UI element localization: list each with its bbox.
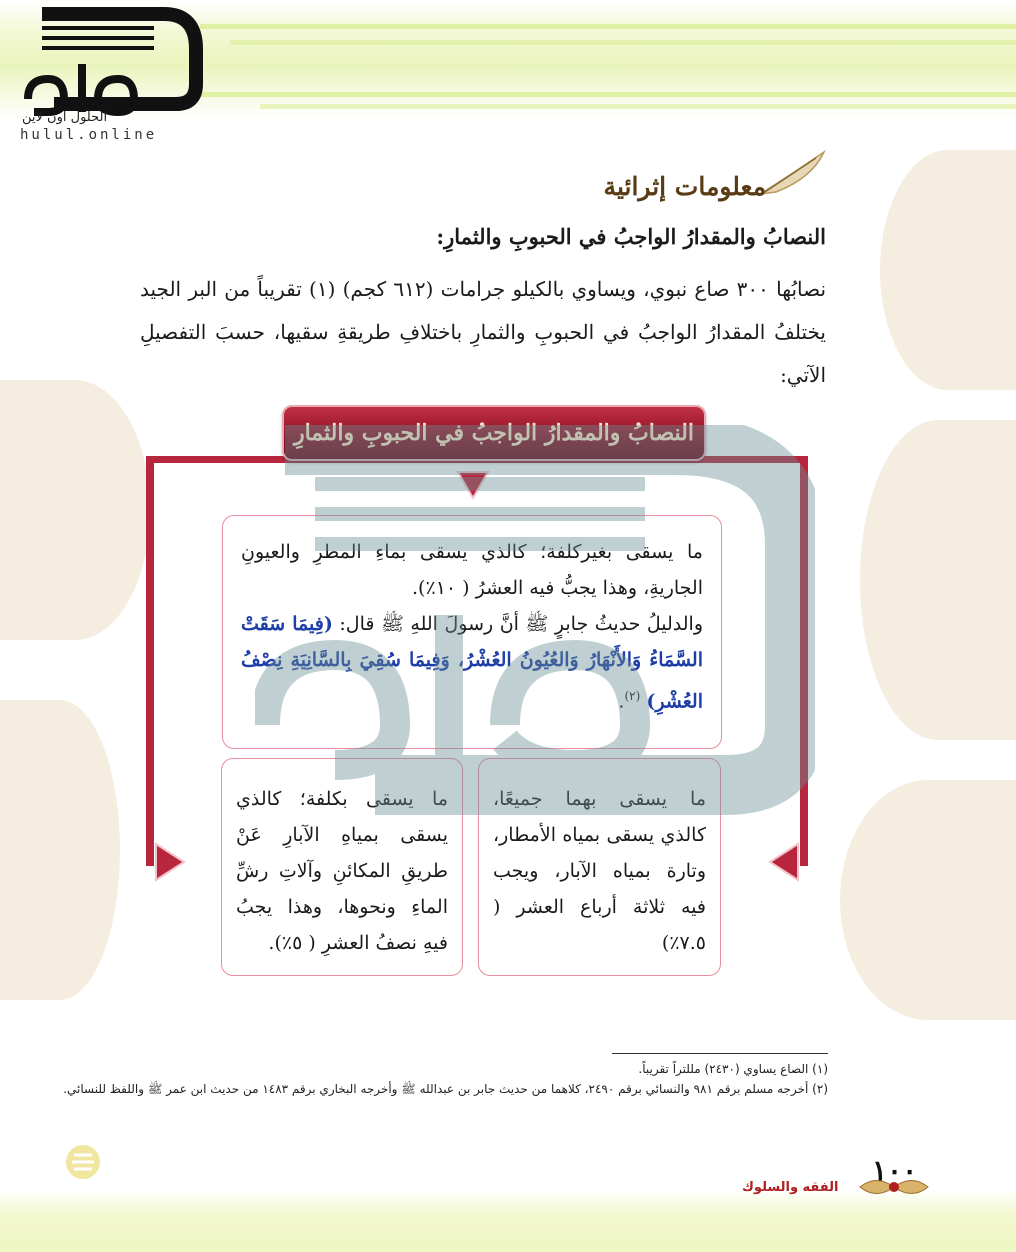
diagram-banner: النصابُ والمقدارُ الواجبُ في الحبوبِ والثمارِ — [282, 405, 706, 461]
footnote-1: (١) الصاع يساوي (٢٤٣٠) مللتراً تقريباً. — [638, 1062, 828, 1076]
hadith-quote: (فِيمَا سَقَتْ السَّمَاءُ وَالأَنْهَارُ وَالعُيُونُ العُشْرُ، وَفِيمَا سُقِيَ بِالسَّانِيَةِ نِصْفُ العُشْرِ) — [241, 613, 703, 713]
background-ornament — [0, 380, 150, 640]
right-arrow-icon — [154, 842, 186, 882]
feather-icon — [756, 148, 828, 198]
diagram-frame-right — [800, 456, 808, 866]
page-number: ١٠٠ — [872, 1154, 918, 1187]
box-mixed-irrigation — [478, 758, 721, 976]
background-ornament — [860, 420, 1016, 740]
down-arrow-icon — [456, 470, 490, 500]
box-no-cost-irrigation: ما يسقى بغيركلفة؛ كالذي يسقى بماءِ المطرِ والعيونِ الجاريةِ، وهذا يجبُّ فيه العشرُ ( ١٠٪). والدليلُ حديثُ جابرٍ ﷺ أنَّ رسولَ اللهِ ﷺ قال: (فِيمَا سَقَتْ السَّمَاءُ وَالأَنْهَارُ وَالعُيُونُ العُشْرُ، وَفِيمَا سُقِيَ بِالسَّانِيَةِ نِصْفُ العُشْرِ) $^{(٢)}$. — [222, 515, 722, 749]
footnote-ref: (٢) — [624, 689, 641, 703]
footnote-divider — [612, 1053, 828, 1054]
logo-url-text: hulul.online — [20, 127, 158, 143]
publisher-logo-icon — [60, 1140, 106, 1182]
box-with-cost-irrigation — [221, 758, 463, 976]
section-title: معلومات إثرائية — [603, 172, 766, 201]
evidence-text: والدليلُ حديثُ جابرٍ ﷺ أنَّ رسولَ اللهِ ﷺ قال: — [339, 613, 703, 635]
subtitle: النصابُ والمقدارُ الواجبُ في الحبوبِ والثمارِ: — [436, 224, 826, 249]
box-text: ما يسقى بكلفة؛ كالذي يسقى بمياهِ الآبارِ عَنْ طريقِ المكائنِ وآلاتِ رشِّ الماءِ ونحوها، وهذا يجبُ فيهِ نصفُ العشرِ ( ٥٪). — [236, 788, 448, 954]
logo-arabic-text: الحلول اون لاين — [22, 110, 108, 125]
intro-paragraph: نصابُها ٣٠٠ صاع نبوي، ويساوي بالكيلو جرامات (٦١٢ كجم) (١) تقريباً من البر الجيد يختلفُ المقدارُ الواجبُ في الحبوبِ والثمارِ باختلافِ طريقةِ سقيها، حسبَ التفصيلِ الآتي: — [140, 277, 827, 387]
left-arrow-icon — [768, 842, 800, 882]
diagram-frame-left — [146, 456, 154, 866]
background-ornament — [880, 150, 1016, 390]
box-text: ما يسقى بهما جميعًا، كالذي يسقى بمياه الأمطار، وتارة بمياه الآبار، ويجب فيه ثلاثة أرباع العشر ( ٧.٥٪) — [493, 788, 706, 954]
book-name: الفقه والسلوك — [742, 1180, 839, 1195]
footnote-2: (٢) أخرجه مسلم برقم ٩٨١ والنسائي برقم ٢٤٩٠، كلاهما من حديث جابر بن عبدالله ﷺ وأخرجه البخاري برقم ١٤٨٣ من حديث ابن عمر ﷺ واللفظ للنسائي. — [63, 1082, 828, 1096]
background-ornament — [0, 700, 120, 1000]
background-ornament — [840, 780, 1016, 1020]
box-text: ما يسقى بغيركلفة؛ كالذي يسقى بماءِ المطرِ والعيونِ الجاريةِ، وهذا يجبُّ فيه العشرُ ( ١٠٪). — [241, 541, 703, 599]
